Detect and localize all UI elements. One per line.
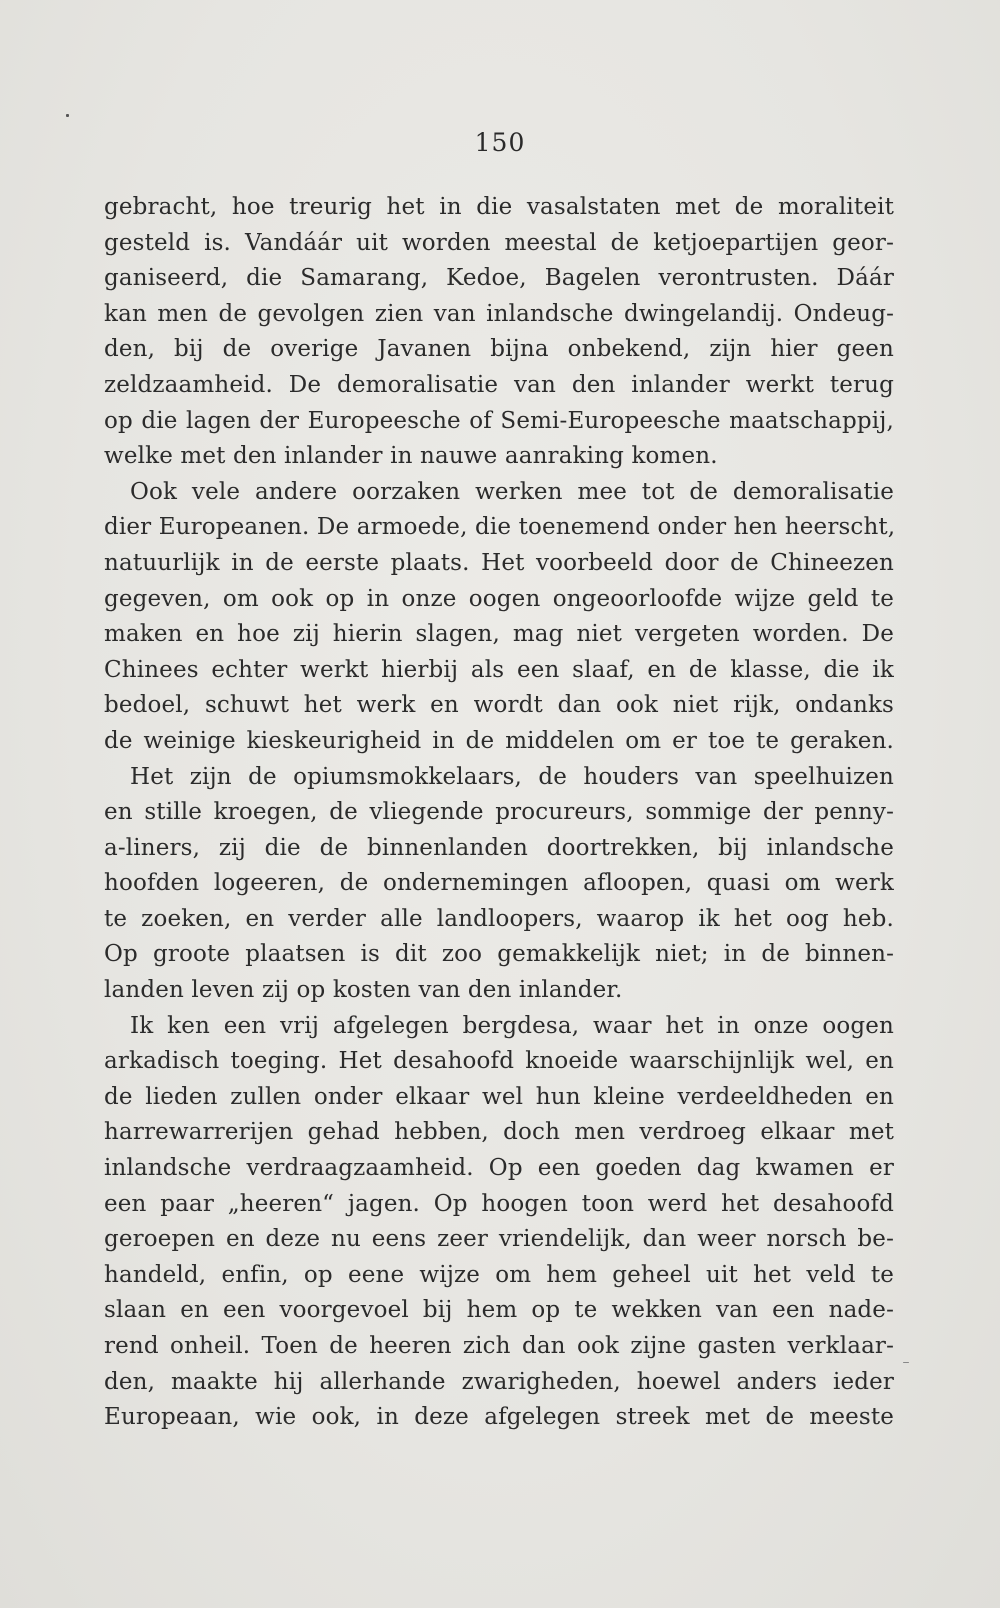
scan-speck bbox=[66, 114, 69, 117]
scan-speck bbox=[903, 1362, 909, 1363]
text-line: handeld, enfin, op eene wijze om hem geheel uit het veld te bbox=[104, 1261, 894, 1288]
text-line: de weinige kieskeurigheid in de middelen om er toe te geraken. bbox=[104, 727, 894, 754]
text-line: gebracht, hoe treurig het in die vasalstaten met de moraliteit bbox=[104, 194, 894, 220]
text-line: Europeaan, wie ook, in deze afgelegen streek met de meeste bbox=[104, 1404, 894, 1431]
text-line: natuurlijk in de eerste plaats. Het voorbeeld door de Chineezen bbox=[104, 549, 894, 576]
text-line: welke met den inlander in nauwe aanraking komen. bbox=[104, 443, 718, 470]
text-line: den, bij de overige Javanen bijna onbekend, zijn hier geen bbox=[104, 336, 894, 363]
text-line: een paar „heeren“ jagen. Op hoogen toon werd het desahoofd bbox=[104, 1190, 894, 1217]
text-line: maken en hoe zij hierin slagen, mag niet vergeten worden. De bbox=[104, 621, 894, 648]
text-line: te zoeken, en verder alle landloopers, waarop ik het oog heb. bbox=[104, 905, 894, 932]
text-line: Het zijn de opiumsmokkelaars, de houders van speelhuizen bbox=[130, 763, 894, 790]
text-line: en stille kroegen, de vliegende procureurs, sommige der penny- bbox=[104, 799, 894, 826]
text-line: bedoel, schuwt het werk en wordt dan ook niet rijk, ondanks bbox=[104, 692, 894, 719]
text-line: op die lagen der Europeesche of Semi-Europeesche maatschappij, bbox=[104, 407, 894, 434]
text-line: dier Europeanen. De armoede, die toenemend onder hen heerscht, bbox=[104, 514, 896, 541]
text-line: slaan en een voorgevoel bij hem op te wekken van een nade- bbox=[104, 1297, 894, 1324]
text-line: zeldzaamheid. De demoralisatie van den inlander werkt terug bbox=[104, 371, 894, 398]
text-line: rend onheil. Toen de heeren zich dan ook zijne gasten verklaar- bbox=[104, 1333, 894, 1359]
text-line: hoofden logeeren, de ondernemingen afloopen, quasi om werk bbox=[104, 870, 894, 897]
text-line: den, maakte hij allerhande zwarigheden, hoewel anders ieder bbox=[104, 1368, 894, 1395]
text-line: a-liners, zij die de binnenlanden doortrekken, bij inlandsche bbox=[104, 834, 894, 861]
text-line: Op groote plaatsen is dit zoo gemakkelijk niet; in de binnen- bbox=[104, 941, 894, 968]
text-line: Chinees echter werkt hierbij als een slaaf, en de klasse, die ik bbox=[104, 656, 894, 683]
text-line: gegeven, om ook op in onze oogen ongeoorloofde wijze geld te bbox=[104, 585, 894, 612]
text-line: arkadisch toeging. Het desahoofd knoeide waarschijnlijk wel, en bbox=[104, 1048, 894, 1075]
text-line: landen leven zij op kosten van den inlander. bbox=[104, 977, 623, 1004]
text-line: ganiseerd, die Samarang, Kedoe, Bagelen verontrusten. Dáár bbox=[104, 265, 894, 292]
text-line: inlandsche verdraagzaamheid. Op een goeden dag kwamen er bbox=[104, 1155, 894, 1182]
page-number: 150 bbox=[474, 128, 526, 157]
text-line: harrewarrerijen gehad hebben, doch men verdroeg elkaar met bbox=[104, 1119, 894, 1146]
text-line: kan men de gevolgen zien van inlandsche dwingelandij. Ondeug- bbox=[104, 300, 894, 327]
text-line: Ik ken een vrij afgelegen bergdesa, waar het in onze oogen bbox=[130, 1012, 894, 1039]
text-line: gesteld is. Vandáár uit worden meestal de ketjoepartijen geor- bbox=[104, 229, 894, 256]
text-line: geroepen en deze nu eens zeer vriendelijk, dan weer norsch be- bbox=[104, 1226, 894, 1253]
text-line: Ook vele andere oorzaken werken mee tot de demoralisatie bbox=[130, 478, 894, 505]
text-line: de lieden zullen onder elkaar wel hun kleine verdeeldheden en bbox=[104, 1083, 894, 1110]
body-text bbox=[104, 190, 894, 1436]
